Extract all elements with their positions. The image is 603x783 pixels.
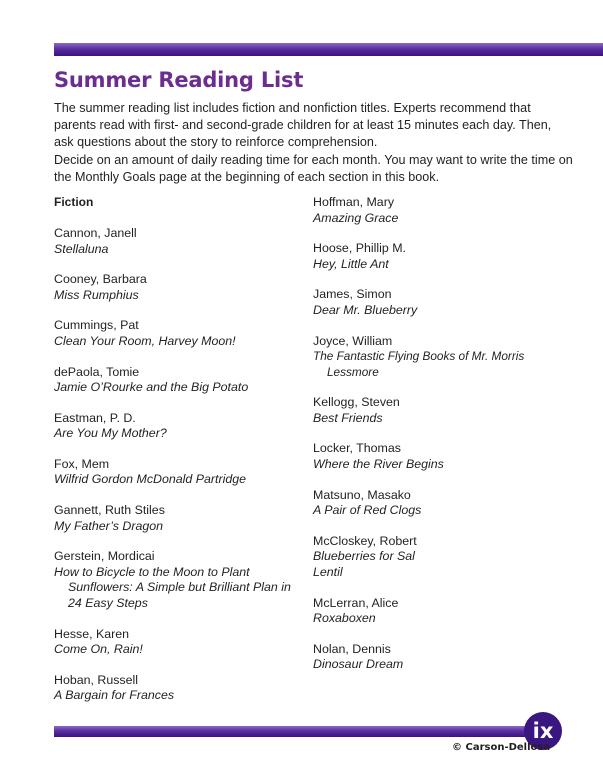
left-column [54,195,304,719]
author-name: James, Simon [313,287,392,302]
book-title: Lentil [313,564,343,579]
book-title: Jamie O’Rourke and the Big Potato [54,380,249,395]
author-name: Matsuno, Masako [313,487,411,502]
list-item [313,534,563,581]
list-item [54,411,304,442]
book-title: Roxaboxen [313,611,376,625]
footer-bar [54,726,529,737]
author-name: Hoffman, Mary [313,195,395,209]
author-name: Gerstein, Mordicai [54,549,155,564]
book-title: My Father’s Dragon [54,518,164,533]
list-item [313,241,563,272]
author-name: Fox, Mem [54,456,110,471]
right-column [313,195,563,688]
list-item [54,318,304,349]
author-name: dePaola, Tomie [54,364,140,379]
list-item [313,642,563,673]
list-item [313,334,563,381]
author-name: Hoban, Russell [54,672,139,687]
section-heading-fiction: Fiction [54,195,94,209]
list-item [54,272,304,303]
reading-time-paragraph: Decide on an amount of daily reading time for each month. You may want to write the time on the Monthly Goals page at the beginning of each section in this book. [54,153,573,184]
author-name: Gannett, Ruth Stiles [54,503,165,518]
list-item [54,549,304,611]
list-item [313,441,563,472]
author-name: Eastman, P. D. [54,410,136,425]
author-name: Kellogg, Steven [313,395,400,410]
book-title: Clean Your Room, Harvey Moon! [54,333,236,348]
book-title: Dear Mr. Blueberry [313,302,418,317]
book-title: Best Friends [313,410,383,425]
list-item [313,596,563,627]
author-name: Nolan, Dennis [313,641,391,656]
list-item [54,503,304,534]
author-name: Locker, Thomas [313,441,401,456]
book-title: Miss Rumphius [54,287,139,302]
list-item [313,488,563,519]
book-title: Amazing Grace [313,210,399,225]
header-bar [54,43,603,56]
author-name: Cannon, Janell [54,226,137,240]
book-title: A Pair of Red Clogs [313,503,422,518]
list-item [54,365,304,396]
intro-paragraph: The summer reading list includes fiction and nonfiction titles. Experts recommend that parents read with first- and second-grade children for at least 15 minutes each day. Then, ask questions about the story to reinforce comprehension. [54,101,552,149]
book-title: The Fantastic Flying Books of Mr. Morris Lessmore [313,349,525,379]
book-title: A Bargain for Frances [54,688,175,703]
book-title: Blueberries for Sal [313,549,415,564]
page-number-badge: ix [524,712,562,750]
list-item [54,457,304,488]
author-name: McLerran, Alice [313,595,399,610]
book-title: Come On, Rain! [54,642,143,656]
author-name: Joyce, William [313,333,393,348]
list-item [54,226,304,257]
book-title: Stellaluna [54,241,109,256]
list-item [54,673,304,704]
book-title: How to Bicycle to the Moon to Plant Sunflowers: A Simple but Brilliant Plan in 24 Easy Steps [54,564,291,610]
book-title: Are You My Mother? [54,426,167,441]
page-title: Summer Reading List [54,68,304,92]
author-name: Cummings, Pat [54,318,139,333]
list-item [313,395,563,426]
author-name: Hoose, Phillip M. [313,241,406,256]
list-item [54,627,304,658]
author-name: Cooney, Barbara [54,272,147,287]
book-title: Where the River Begins [313,456,444,471]
book-title: Dinosaur Dream [313,657,404,672]
book-title: Hey, Little Ant [313,256,389,271]
author-name: Hesse, Karen [54,626,130,641]
list-item [313,195,563,226]
list-item [313,287,563,318]
author-name: McCloskey, Robert [313,533,417,548]
copyright-notice: © Carson-Dellosa [452,742,551,753]
book-title: Wilfrid Gordon McDonald Partridge [54,472,247,487]
